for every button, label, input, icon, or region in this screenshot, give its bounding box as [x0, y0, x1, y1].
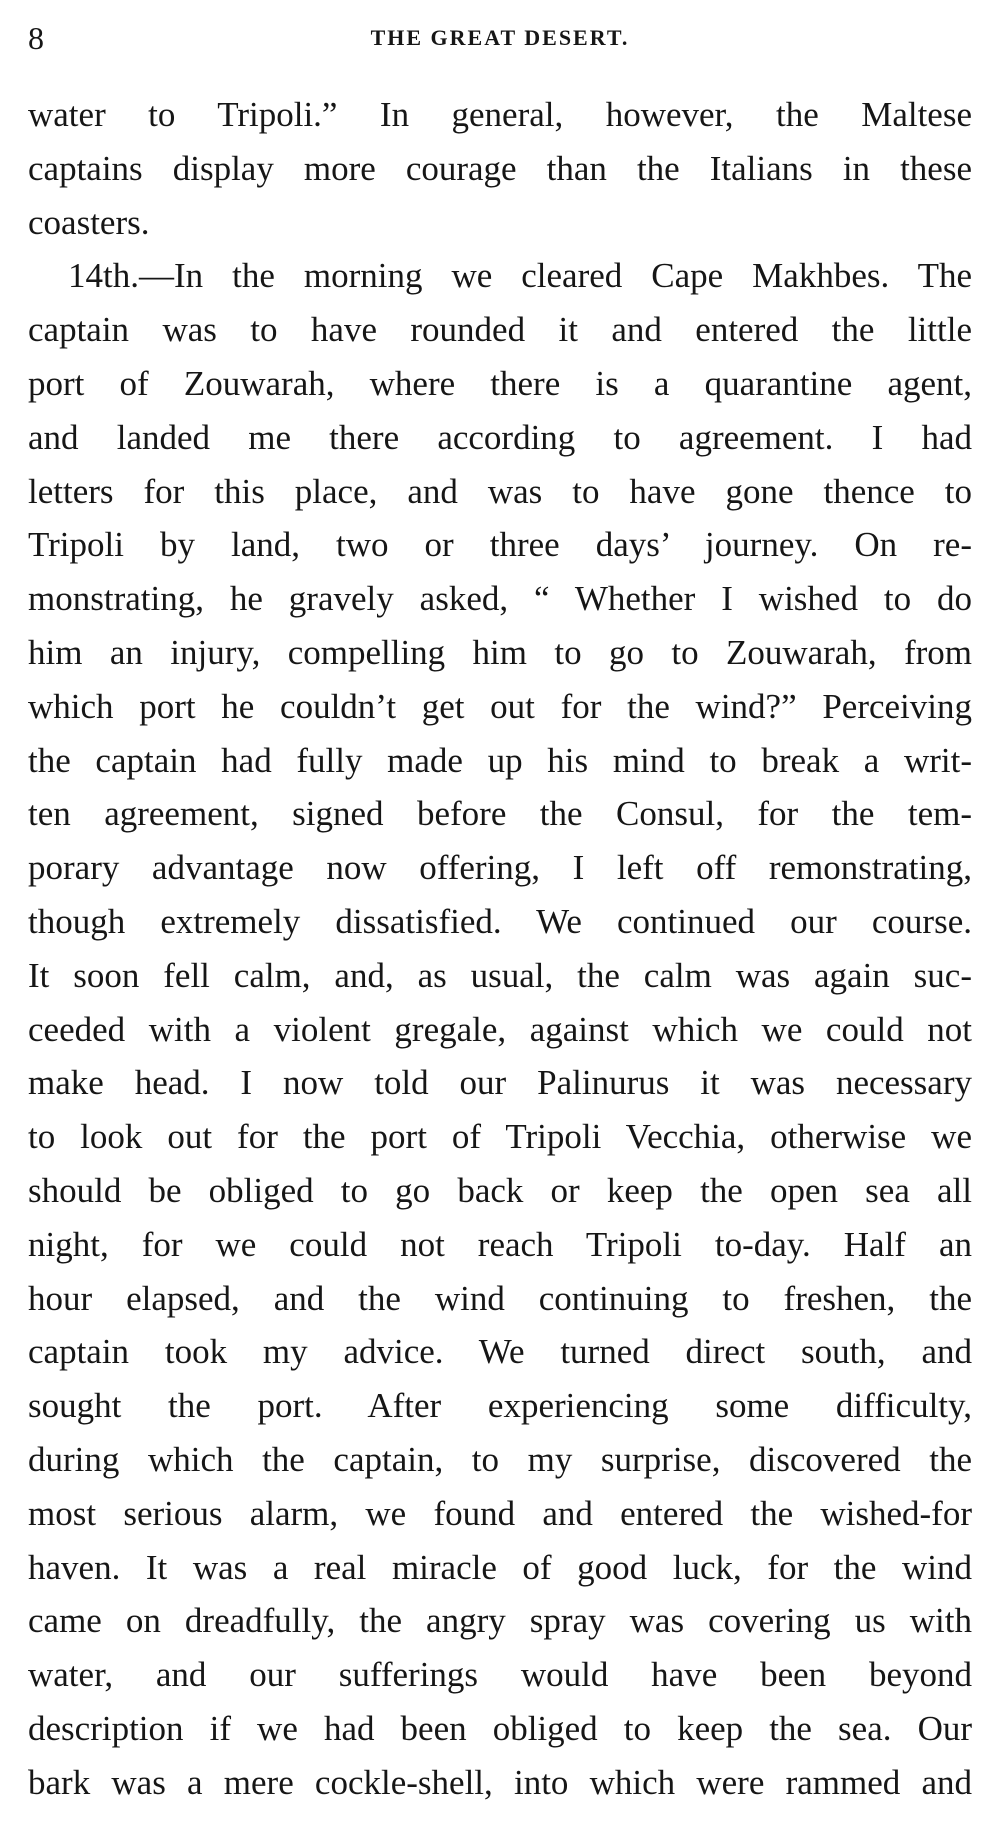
text-line: coasters. — [28, 202, 150, 242]
text-line: captain was to have rounded it and entered the little — [28, 310, 972, 350]
text-line: hour elapsed, and the wind continuing to freshen, the — [28, 1278, 972, 1318]
running-title: THE GREAT DESERT. — [370, 25, 630, 50]
body-text — [28, 88, 972, 1810]
text-line: bark was a mere cockle-shell, into which were rammed and — [28, 1762, 972, 1802]
text-line: to look out for the port of Tripoli Vecchia, otherwise we — [28, 1117, 972, 1157]
text-line: water, and our sufferings would have been beyond — [28, 1655, 972, 1695]
text-line: most serious alarm, we found and entered the wished-for — [28, 1493, 972, 1533]
text-line: letters for this place, and was to have gone thence to — [28, 471, 972, 511]
text-line: the captain had fully made up his mind to break a writ- — [28, 740, 972, 780]
text-line: came on dreadfully, the angry spray was covering us with — [28, 1601, 972, 1641]
text-line: though extremely dissatisfied. We continued our course. — [28, 901, 972, 941]
text-line: porary advantage now offering, I left off remonstrating, — [28, 848, 972, 888]
text-line: captains display more courage than the Italians in these — [28, 148, 972, 188]
text-line: captain took my advice. We turned direct south, and — [28, 1332, 972, 1372]
text-line: 14th.—In the morning we cleared Cape Makhbes. The — [68, 256, 972, 296]
text-line: make head. I now told our Palinurus it was necessary — [28, 1063, 972, 1103]
text-line: It soon fell calm, and, as usual, the calm was again suc- — [28, 955, 972, 995]
text-line: ten agreement, signed before the Consul, for the tem- — [28, 794, 972, 834]
text-line: and landed me there according to agreement. I had — [28, 417, 972, 457]
text-line: description if we had been obliged to keep the sea. Our — [28, 1708, 972, 1748]
text-line: Tripoli by land, two or three days’ journey. On re- — [28, 525, 972, 565]
text-line: haven. It was a real miracle of good luck, for the wind — [28, 1547, 972, 1587]
text-line: ceeded with a violent gregale, against which we could not — [28, 1009, 972, 1049]
text-line: port of Zouwarah, where there is a quarantine agent, — [28, 363, 972, 403]
page-number: 8 — [28, 20, 44, 56]
text-line: him an injury, compelling him to go to Zouwarah, from — [28, 632, 972, 672]
text-line: sought the port. After experiencing some difficulty, — [28, 1386, 972, 1426]
text-line: water to Tripoli.” In general, however, the Maltese — [28, 95, 972, 134]
running-head — [28, 16, 972, 60]
text-line: monstrating, he gravely asked, “ Whether I wished to do — [28, 579, 972, 619]
text-line: night, for we could not reach Tripoli to-day. Half an — [28, 1224, 972, 1264]
text-line: during which the captain, to my surprise, discovered the — [28, 1439, 972, 1479]
text-line: which port he couldn’t get out for the wind?” Perceiving — [28, 686, 972, 726]
text-line: should be obliged to go back or keep the open sea all — [28, 1170, 972, 1210]
